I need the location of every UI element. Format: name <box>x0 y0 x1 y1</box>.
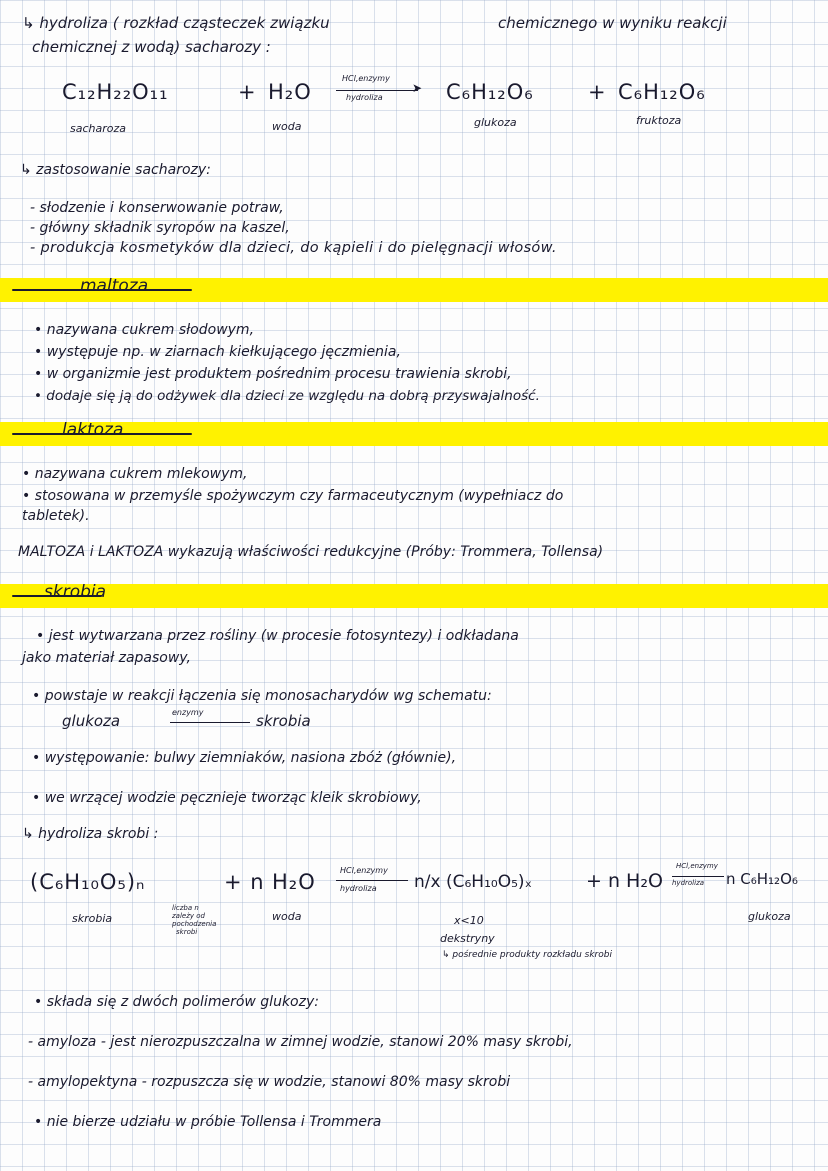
eq2-label-n-4: skrobi <box>176 928 198 936</box>
eq2-arrow-1 <box>336 880 408 881</box>
eq1-reactant-2: H₂O <box>268 80 312 104</box>
eq1-label-fruktoza: fruktoza <box>636 114 682 127</box>
eq1-plus-1: + <box>238 80 257 104</box>
eq2-label-x: x<10 <box>454 914 484 927</box>
section-header-maltoza <box>0 278 828 302</box>
skrobia-hydrolysis-heading: ↳ hydroliza skrobi : <box>22 826 159 842</box>
eq1-condition-top: HCl,enzymy <box>342 74 390 83</box>
eq1-arrow <box>336 90 418 91</box>
eq1-label-glukoza: glukoza <box>474 116 517 129</box>
skrobia-item-1: • jest wytwarzana przez rośliny (w procesie fotosyntezy) i odkładana <box>36 628 519 644</box>
laktoza-item-1: • nazywana cukrem mlekowym, <box>22 466 248 482</box>
section-title-laktoza: laktoza <box>62 420 124 440</box>
maltoza-item-2: • występuje np. w ziarnach kiełkującego jęczmienia, <box>34 344 401 360</box>
eq2-condition-top: HCl,enzymy <box>340 866 388 875</box>
laktoza-note: MALTOZA i LAKTOZA wykazują właściwości redukcyjne (Próby: Trommera, Tollensa) <box>18 544 604 560</box>
uses-item-3: - produkcja kosmetyków dla dzieci, do kąpieli i do pielęgnacji włosów. <box>30 240 557 256</box>
maltoza-item-4: • dodaje się ją do odżywek dla dzieci ze względu na dobrą przyswajalność. <box>34 388 540 404</box>
eq2-condition-2-bottom: hydroliza <box>672 879 705 887</box>
eq2-label-glukoza: glukoza <box>748 910 791 923</box>
eq1-product-1: C₆H₁₂O₆ <box>446 80 534 104</box>
eq2-label-woda: woda <box>272 910 302 923</box>
eq2-label-n-1: liczba n <box>172 904 199 912</box>
skrobia-water: • we wrzącej wodzie pęcznieje tworząc kleik skrobiowy, <box>32 790 422 806</box>
composition-line-1: • składa się z dwóch polimerów glukozy: <box>34 994 319 1010</box>
composition-line-4: • nie bierze udziału w próbie Tollensa i Trommera <box>34 1114 382 1130</box>
composition-line-2: - amyloza - jest nierozpuszczalna w zimnej wodzie, stanowi 20% masy skrobi, <box>28 1034 573 1050</box>
uses-heading: ↳ zastosowanie sacharozy: <box>20 162 211 178</box>
eq2-label-skrobia: skrobia <box>72 912 113 925</box>
skrobia-item-3: • powstaje w reakcji łączenia się monosacharydów wg schematu: <box>32 688 492 704</box>
eq2-label-n-3: pochodzenia <box>172 920 217 928</box>
eq1-reactant-1: C₁₂H₂₂O₁₁ <box>62 80 169 104</box>
scheme-condition: enzymy <box>172 708 204 717</box>
eq1-condition-bottom: hydroliza <box>346 93 383 102</box>
eq1-label-sacharoza: sacharoza <box>70 122 126 135</box>
eq2-plus-1: + n <box>224 870 265 894</box>
skrobia-occurrence: • występowanie: bulwy ziemniaków, nasiona zbóż (głównie), <box>32 750 457 766</box>
eq2-label-dekstryny: dekstryny <box>440 932 495 945</box>
intro-line-1b: chemicznego w wyniku reakcji <box>498 14 727 32</box>
section-title-skrobia: skrobia <box>44 582 107 602</box>
maltoza-item-3: • w organizmie jest produktem pośrednim procesu trawienia skrobi, <box>34 366 512 382</box>
eq2-product-2: n C₆H₁₂O₆ <box>726 870 798 888</box>
uses-item-1: - słodzenie i konserwowanie potraw, <box>30 200 284 216</box>
skrobia-item-2: jako materiał zapasowy, <box>22 650 191 666</box>
eq1-product-2: C₆H₁₂O₆ <box>618 80 706 104</box>
eq2-label-n-2: zależy od <box>172 912 205 920</box>
scheme-left: glukoza <box>62 712 121 730</box>
eq1-plus-2: + <box>588 80 607 104</box>
eq2-plus-2: + n H₂O <box>586 870 663 892</box>
eq2-condition-2-top: HCl,enzymy <box>676 862 718 870</box>
uses-item-2: - główny składnik syropów na kaszel, <box>30 220 290 236</box>
section-header-laktoza <box>0 422 828 446</box>
composition-line-3: - amylopektyna - rozpuszcza się w wodzie, stanowi 80% masy skrobi <box>28 1074 511 1090</box>
section-header-skrobia <box>0 584 828 608</box>
eq1-arrow-head: ➤ <box>412 81 423 95</box>
scheme-arrow <box>170 722 250 723</box>
eq2-reactant-2: H₂O <box>272 870 316 894</box>
laktoza-item-3: tabletek). <box>22 508 90 524</box>
intro-line-2: chemicznej z wodą) sacharozy : <box>32 38 271 56</box>
scheme-right: skrobia <box>256 712 311 730</box>
section-title-maltoza: maltoza <box>80 276 149 296</box>
eq1-label-woda: woda <box>272 120 302 133</box>
laktoza-item-2: • stosowana w przemyśle spożywczym czy farmaceutycznym (wypełniacz do <box>22 488 564 504</box>
intro-line-1a: ↳ hydroliza ( rozkład cząsteczek związku <box>22 14 330 32</box>
eq2-label-intermediate: ↳ pośrednie produkty rozkładu skrobi <box>442 950 612 960</box>
eq2-product-1: n/x (C₆H₁₀O₅)ₓ <box>414 872 533 892</box>
eq2-condition-bottom: hydroliza <box>340 884 377 893</box>
maltoza-item-1: • nazywana cukrem słodowym, <box>34 322 255 338</box>
eq2-arrow-2 <box>672 876 724 877</box>
eq2-reactant-1: (C₆H₁₀O₅)ₙ <box>30 870 146 894</box>
